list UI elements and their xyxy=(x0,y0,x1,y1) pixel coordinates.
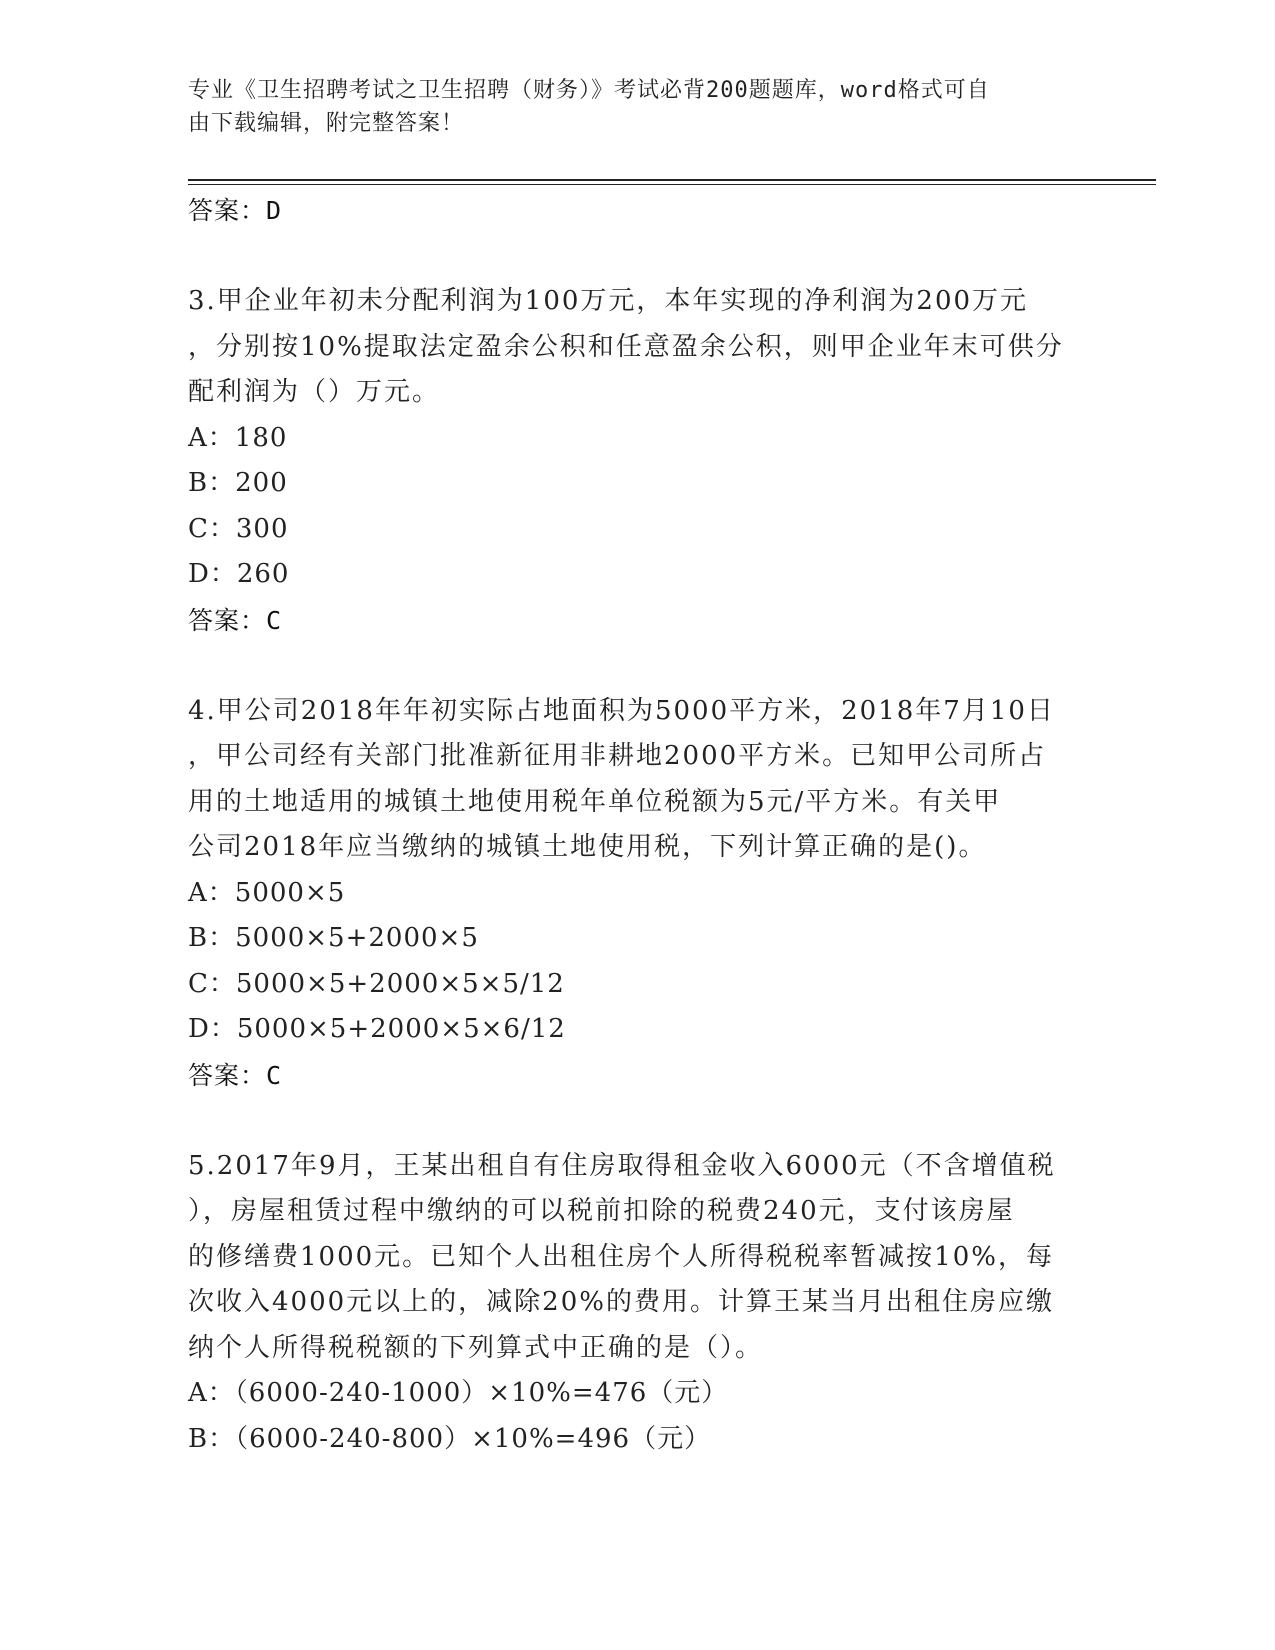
spacer xyxy=(188,234,1088,279)
question-3 xyxy=(188,279,1088,644)
header-divider-thick xyxy=(188,179,1156,181)
option-d: D：260 xyxy=(188,559,290,589)
option-b: B：200 xyxy=(188,468,288,498)
question-stem-line: 的修缮费1000元。已知个人出租住房个人所得税税率暂减按10%，每 xyxy=(188,1241,1054,1272)
answer-line: 答案：D xyxy=(188,196,283,225)
spacer xyxy=(188,1099,1088,1144)
option-a: A：180 xyxy=(188,422,288,453)
question-stem-line: 用的土地适用的城镇土地使用税年单位税额为5元/平方米。有关甲 xyxy=(188,786,1002,817)
header-line-2: 由下载编辑，附完整答案！ xyxy=(188,111,465,136)
question-5 xyxy=(188,1144,1088,1463)
question-stem-line: 纳个人所得税税额的下列算式中正确的是（）。 xyxy=(188,1332,764,1363)
question-stem-line: 3.甲企业年初未分配利润为100万元，本年实现的净利润为200万元 xyxy=(188,286,1029,316)
question-4 xyxy=(188,689,1088,1099)
question-stem-line: 4.甲公司2018年年初实际占地面积为5000平方米，2018年7月10日 xyxy=(188,695,1055,726)
document-body xyxy=(188,188,1088,1462)
answer-line: 答案：C xyxy=(188,605,283,635)
question-stem-line: 5.2017年9月，王某出租自有住房取得租金收入6000元（不含增值税 xyxy=(188,1150,1056,1181)
document-header xyxy=(188,74,1068,140)
spacer xyxy=(188,644,1088,689)
question-stem-line: 公司2018年应当缴纳的城镇土地使用税，下列计算正确的是()。 xyxy=(188,832,987,862)
question-stem-line: 次收入4000元以上的，减除20%的费用。计算王某当月出租住房应缴 xyxy=(188,1287,1054,1317)
option-c: C：5000×5+2000×5×5/12 xyxy=(188,968,565,999)
header-line-1: 专业《卫生招聘考试之卫生招聘（财务）》考试必背200题题库，word格式可自 xyxy=(188,78,990,103)
option-a: A：5000×5 xyxy=(188,877,346,908)
option-b: B：（6000-240-800）×10%=496（元） xyxy=(188,1423,712,1454)
question-stem-line: ，分别按10%提取法定盈余公积和任意盈余公积，则甲企业年末可供分 xyxy=(188,331,1064,362)
option-d: D：5000×5+2000×5×6/12 xyxy=(188,1014,566,1044)
question-stem-line: ），房屋租赁过程中缴纳的可以税前扣除的税费240元，支付该房屋 xyxy=(188,1196,1015,1226)
question-stem-line: 配利润为（）万元。 xyxy=(188,377,441,407)
option-c: C：300 xyxy=(188,513,289,544)
header-divider-thin xyxy=(188,184,1156,185)
question-stem-line: ，甲公司经有关部门批准新征用非耕地2000平方米。已知甲公司所占 xyxy=(188,741,1047,771)
option-a: A：（6000-240-1000）×10%=476（元） xyxy=(188,1378,729,1408)
option-b: B：5000×5+2000×5 xyxy=(188,923,479,953)
answer-line: 答案：C xyxy=(188,1060,283,1090)
